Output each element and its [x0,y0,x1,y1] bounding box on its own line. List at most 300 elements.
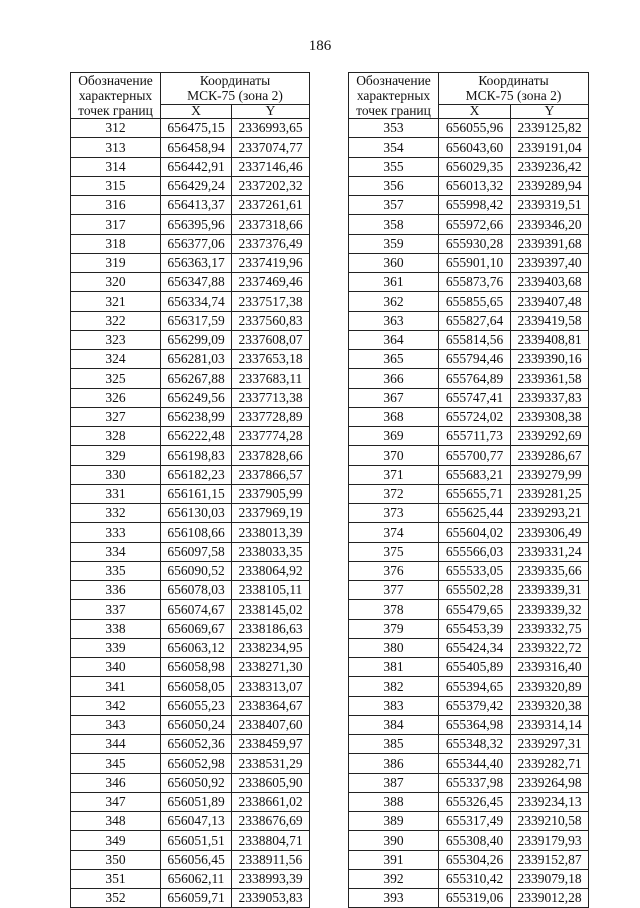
x-column-header: X [161,104,232,118]
table-row [349,638,589,657]
table-row [71,119,310,138]
table-row [349,581,589,600]
table-row [71,138,310,157]
y-coordinate-cell: 2339407,48 [511,292,589,311]
y-coordinate-cell: 2338605,90 [232,773,310,792]
y-coordinate-cell: 2339210,58 [511,812,589,831]
point-number-cell: 341 [71,677,161,696]
point-number-cell: 336 [71,581,161,600]
table-row [71,407,310,426]
y-coordinate-cell: 2339286,67 [511,446,589,465]
table-row [349,196,589,215]
point-number-cell: 353 [349,119,439,138]
y-coordinate-cell: 2338911,56 [232,850,310,869]
y-coordinate-cell: 2338676,69 [232,812,310,831]
table-row [71,542,310,561]
table-row [349,812,589,831]
x-coordinate-cell: 655317,49 [439,812,511,831]
table-row [349,735,589,754]
x-coordinate-cell: 656267,88 [161,369,232,388]
x-coordinate-cell: 655308,40 [439,831,511,850]
x-coordinate-cell: 656050,24 [161,715,232,734]
x-coordinate-cell: 655319,06 [439,889,511,908]
y-coordinate-cell: 2338364,67 [232,696,310,715]
coordinates-table-right [348,72,589,908]
designation-header [71,73,161,119]
x-coordinate-cell: 656063,12 [161,638,232,657]
point-number-cell: 393 [349,889,439,908]
point-number-cell: 387 [349,773,439,792]
x-coordinate-cell: 656050,92 [161,773,232,792]
y-coordinate-cell: 2338459,97 [232,735,310,754]
y-coordinate-cell: 2336993,65 [232,119,310,138]
designation-header-line-3: точек границ [78,103,153,118]
y-coordinate-cell: 2339234,13 [511,792,589,811]
x-coordinate-cell: 655337,98 [439,773,511,792]
table-row [71,696,310,715]
y-coordinate-cell: 2337653,18 [232,350,310,369]
point-number-cell: 362 [349,292,439,311]
x-coordinate-cell: 655310,42 [439,869,511,888]
point-number-cell: 316 [71,196,161,215]
point-number-cell: 383 [349,696,439,715]
y-coordinate-cell: 2339179,93 [511,831,589,850]
y-coordinate-cell: 2339314,14 [511,715,589,734]
table-row [71,504,310,523]
x-coordinate-cell: 655794,46 [439,350,511,369]
table-row [71,446,310,465]
y-coordinate-cell: 2339332,75 [511,619,589,638]
point-number-cell: 358 [349,215,439,234]
table-row [71,350,310,369]
y-coordinate-cell: 2339322,72 [511,638,589,657]
point-number-cell: 372 [349,484,439,503]
y-coordinate-cell: 2338234,95 [232,638,310,657]
point-number-cell: 337 [71,600,161,619]
point-number-cell: 315 [71,176,161,195]
x-coordinate-cell: 655901,10 [439,253,511,272]
point-number-cell: 364 [349,330,439,349]
x-coordinate-cell: 655364,98 [439,715,511,734]
y-coordinate-cell: 2338013,39 [232,523,310,542]
x-coordinate-cell: 656458,94 [161,138,232,157]
x-coordinate-cell: 656062,11 [161,869,232,888]
x-coordinate-cell: 656055,96 [439,119,511,138]
x-coordinate-cell: 656043,60 [439,138,511,157]
table-row [71,581,310,600]
point-number-cell: 359 [349,234,439,253]
table-row [71,773,310,792]
table-row [71,831,310,850]
table-row [349,792,589,811]
point-number-cell: 366 [349,369,439,388]
point-number-cell: 376 [349,561,439,580]
coordinates-table-body-right [349,119,589,908]
y-coordinate-cell: 2339279,99 [511,465,589,484]
table-row [71,311,310,330]
point-number-cell: 361 [349,273,439,292]
table-row [349,234,589,253]
coordinates-table-left [70,72,310,908]
x-coordinate-cell: 655405,89 [439,658,511,677]
point-number-cell: 342 [71,696,161,715]
y-coordinate-cell: 2337146,46 [232,157,310,176]
y-coordinate-cell: 2337376,49 [232,234,310,253]
x-coordinate-cell: 656413,37 [161,196,232,215]
point-number-cell: 330 [71,465,161,484]
table-row [349,273,589,292]
y-coordinate-cell: 2339337,83 [511,388,589,407]
point-number-cell: 371 [349,465,439,484]
y-coordinate-cell: 2337608,07 [232,330,310,349]
x-coordinate-cell: 656029,35 [439,157,511,176]
point-number-cell: 314 [71,157,161,176]
y-coordinate-cell: 2337074,77 [232,138,310,157]
point-number-cell: 338 [71,619,161,638]
point-number-cell: 391 [349,850,439,869]
x-coordinate-cell: 655424,34 [439,638,511,657]
table-row [71,292,310,311]
x-coordinate-cell: 656198,83 [161,446,232,465]
point-number-cell: 375 [349,542,439,561]
table-row [349,696,589,715]
y-coordinate-cell: 2337728,89 [232,407,310,426]
point-number-cell: 355 [349,157,439,176]
x-coordinate-cell: 655625,44 [439,504,511,523]
table-row [71,196,310,215]
x-coordinate-cell: 656074,67 [161,600,232,619]
table-row [71,638,310,657]
x-coordinate-cell: 656059,71 [161,889,232,908]
y-coordinate-cell: 2339191,04 [511,138,589,157]
table-row [349,465,589,484]
coordinates-header-line-1: Координаты [199,73,271,89]
point-number-cell: 319 [71,253,161,272]
x-coordinate-cell: 656249,56 [161,388,232,407]
y-coordinate-cell: 2339079,18 [511,869,589,888]
x-coordinate-cell: 656238,99 [161,407,232,426]
coordinates-header-line-2: МСК-75 (зона 2) [187,88,283,104]
x-coordinate-cell: 656317,59 [161,311,232,330]
point-number-cell: 318 [71,234,161,253]
table-row [349,561,589,580]
table-row [349,523,589,542]
point-number-cell: 331 [71,484,161,503]
x-coordinate-cell: 656363,17 [161,253,232,272]
table-row [71,677,310,696]
x-coordinate-cell: 655604,02 [439,523,511,542]
point-number-cell: 380 [349,638,439,657]
y-coordinate-cell: 2339306,49 [511,523,589,542]
table-row [71,619,310,638]
y-coordinate-cell: 2338105,11 [232,581,310,600]
y-coordinate-cell: 2339012,28 [511,889,589,908]
point-number-cell: 349 [71,831,161,850]
table-row [349,831,589,850]
y-coordinate-cell: 2339293,21 [511,504,589,523]
y-coordinate-cell: 2339339,31 [511,581,589,600]
table-row [349,484,589,503]
table-row [71,869,310,888]
designation-header-line-1: Обозначение [356,73,431,88]
table-row [71,176,310,195]
coordinates-header [161,73,310,105]
x-coordinate-cell: 656299,09 [161,330,232,349]
point-number-cell: 345 [71,754,161,773]
y-coordinate-cell: 2339335,66 [511,561,589,580]
point-number-cell: 325 [71,369,161,388]
x-coordinate-cell: 655855,65 [439,292,511,311]
x-coordinate-cell: 655566,03 [439,542,511,561]
point-number-cell: 323 [71,330,161,349]
y-coordinate-cell: 2339152,87 [511,850,589,869]
y-coordinate-cell: 2339264,98 [511,773,589,792]
table-row [349,504,589,523]
table-row [349,157,589,176]
x-coordinate-cell: 655873,76 [439,273,511,292]
table-row [349,311,589,330]
y-coordinate-cell: 2339320,89 [511,677,589,696]
x-coordinate-cell: 655827,64 [439,311,511,330]
point-number-cell: 367 [349,388,439,407]
y-coordinate-cell: 2337517,38 [232,292,310,311]
table-row [349,715,589,734]
y-coordinate-cell: 2339408,81 [511,330,589,349]
table-row [349,446,589,465]
point-number-cell: 347 [71,792,161,811]
x-coordinate-cell: 655683,21 [439,465,511,484]
point-number-cell: 373 [349,504,439,523]
table-row [349,754,589,773]
point-number-cell: 389 [349,812,439,831]
table-row [349,619,589,638]
table-row [71,600,310,619]
x-coordinate-cell: 656069,67 [161,619,232,638]
table-row [349,138,589,157]
point-number-cell: 386 [349,754,439,773]
y-coordinate-cell: 2338064,92 [232,561,310,580]
x-coordinate-cell: 656058,05 [161,677,232,696]
table-row [71,234,310,253]
table-row [71,754,310,773]
point-number-cell: 324 [71,350,161,369]
point-number-cell: 339 [71,638,161,657]
y-coordinate-cell: 2337683,11 [232,369,310,388]
y-coordinate-cell: 2339391,68 [511,234,589,253]
coordinates-header-line-2: МСК-75 (зона 2) [465,88,562,104]
x-coordinate-cell: 655700,77 [439,446,511,465]
x-coordinate-cell: 656475,15 [161,119,232,138]
y-coordinate-cell: 2339397,40 [511,253,589,272]
y-coordinate-cell: 2339281,25 [511,484,589,503]
y-coordinate-cell: 2339297,31 [511,735,589,754]
x-coordinate-cell: 656052,36 [161,735,232,754]
x-coordinate-cell: 655326,45 [439,792,511,811]
x-coordinate-cell: 656161,15 [161,484,232,503]
table-row [71,889,310,908]
table-row [71,273,310,292]
designation-header-line-2: характерных [356,88,431,103]
point-number-cell: 317 [71,215,161,234]
y-coordinate-cell: 2339390,16 [511,350,589,369]
x-coordinate-cell: 655348,32 [439,735,511,754]
point-number-cell: 378 [349,600,439,619]
point-number-cell: 351 [71,869,161,888]
point-number-cell: 360 [349,253,439,272]
y-coordinate-cell: 2338661,02 [232,792,310,811]
y-coordinate-cell: 2339346,20 [511,215,589,234]
y-coordinate-cell: 2338407,60 [232,715,310,734]
x-coordinate-cell: 655972,66 [439,215,511,234]
y-coordinate-cell: 2339292,69 [511,427,589,446]
point-number-cell: 333 [71,523,161,542]
x-coordinate-cell: 655304,26 [439,850,511,869]
point-number-cell: 384 [349,715,439,734]
x-coordinate-cell: 655533,05 [439,561,511,580]
table-row [71,427,310,446]
y-column-header: Y [511,104,589,118]
table-row [71,484,310,503]
point-number-cell: 357 [349,196,439,215]
point-number-cell: 332 [71,504,161,523]
point-number-cell: 354 [349,138,439,157]
x-column-header: X [439,104,511,118]
point-number-cell: 365 [349,350,439,369]
point-number-cell: 377 [349,581,439,600]
y-coordinate-cell: 2339361,58 [511,369,589,388]
x-coordinate-cell: 655379,42 [439,696,511,715]
y-coordinate-cell: 2337828,66 [232,446,310,465]
table-row [349,850,589,869]
x-coordinate-cell: 655502,28 [439,581,511,600]
point-number-cell: 368 [349,407,439,426]
point-number-cell: 369 [349,427,439,446]
point-number-cell: 335 [71,561,161,580]
table-row [349,869,589,888]
x-coordinate-cell: 656090,52 [161,561,232,580]
x-coordinate-cell: 655453,39 [439,619,511,638]
y-coordinate-cell: 2339320,38 [511,696,589,715]
y-coordinate-cell: 2339289,94 [511,176,589,195]
x-coordinate-cell: 656182,23 [161,465,232,484]
table-row [349,292,589,311]
coordinates-header-line-1: Координаты [478,73,549,89]
table-row [349,427,589,446]
x-coordinate-cell: 656051,51 [161,831,232,850]
point-number-cell: 379 [349,619,439,638]
y-coordinate-cell: 2339319,51 [511,196,589,215]
y-coordinate-cell: 2339236,42 [511,157,589,176]
y-coordinate-cell: 2338271,30 [232,658,310,677]
x-coordinate-cell: 656051,89 [161,792,232,811]
table-row [349,677,589,696]
x-coordinate-cell: 656395,96 [161,215,232,234]
x-coordinate-cell: 656442,91 [161,157,232,176]
point-number-cell: 327 [71,407,161,426]
table-row [349,119,589,138]
x-coordinate-cell: 655711,73 [439,427,511,446]
y-coordinate-cell: 2339339,32 [511,600,589,619]
y-coordinate-cell: 2338313,07 [232,677,310,696]
y-coordinate-cell: 2337318,66 [232,215,310,234]
y-coordinate-cell: 2338033,35 [232,542,310,561]
table-row [71,658,310,677]
point-number-cell: 312 [71,119,161,138]
table-row [71,812,310,831]
point-number-cell: 346 [71,773,161,792]
table-row [71,369,310,388]
y-coordinate-cell: 2337774,28 [232,427,310,446]
table-row [349,600,589,619]
table-row [71,215,310,234]
y-coordinate-cell: 2337560,83 [232,311,310,330]
point-number-cell: 313 [71,138,161,157]
y-coordinate-cell: 2338531,29 [232,754,310,773]
point-number-cell: 370 [349,446,439,465]
x-coordinate-cell: 656056,45 [161,850,232,869]
y-coordinate-cell: 2337866,57 [232,465,310,484]
x-coordinate-cell: 655930,28 [439,234,511,253]
table-row [349,253,589,272]
x-coordinate-cell: 656429,24 [161,176,232,195]
table-row [71,330,310,349]
table-row [349,658,589,677]
x-coordinate-cell: 655394,65 [439,677,511,696]
y-coordinate-cell: 2337261,61 [232,196,310,215]
x-coordinate-cell: 656130,03 [161,504,232,523]
y-coordinate-cell: 2338145,02 [232,600,310,619]
point-number-cell: 385 [349,735,439,754]
designation-header-line-3: точек границ [356,103,431,118]
designation-header [349,73,439,119]
table-row [349,330,589,349]
x-coordinate-cell: 656078,03 [161,581,232,600]
point-number-cell: 326 [71,388,161,407]
point-number-cell: 382 [349,677,439,696]
x-coordinate-cell: 656334,74 [161,292,232,311]
x-coordinate-cell: 655998,42 [439,196,511,215]
point-number-cell: 340 [71,658,161,677]
table-row [71,715,310,734]
table-row [71,561,310,580]
x-coordinate-cell: 655655,71 [439,484,511,503]
table-row [71,253,310,272]
y-coordinate-cell: 2337969,19 [232,504,310,523]
y-coordinate-cell: 2337469,46 [232,273,310,292]
point-number-cell: 390 [349,831,439,850]
y-coordinate-cell: 2339282,71 [511,754,589,773]
x-coordinate-cell: 655747,41 [439,388,511,407]
y-coordinate-cell: 2337202,32 [232,176,310,195]
coordinates-table-body-left [71,119,310,908]
y-coordinate-cell: 2337419,96 [232,253,310,272]
y-coordinate-cell: 2337905,99 [232,484,310,503]
x-coordinate-cell: 656055,23 [161,696,232,715]
table-row [71,523,310,542]
x-coordinate-cell: 656222,48 [161,427,232,446]
point-number-cell: 328 [71,427,161,446]
table-row [349,889,589,908]
x-coordinate-cell: 655724,02 [439,407,511,426]
x-coordinate-cell: 656347,88 [161,273,232,292]
table-row [71,157,310,176]
point-number-cell: 344 [71,735,161,754]
y-coordinate-cell: 2339331,24 [511,542,589,561]
point-number-cell: 381 [349,658,439,677]
point-number-cell: 388 [349,792,439,811]
table-row [349,407,589,426]
x-coordinate-cell: 656013,32 [439,176,511,195]
